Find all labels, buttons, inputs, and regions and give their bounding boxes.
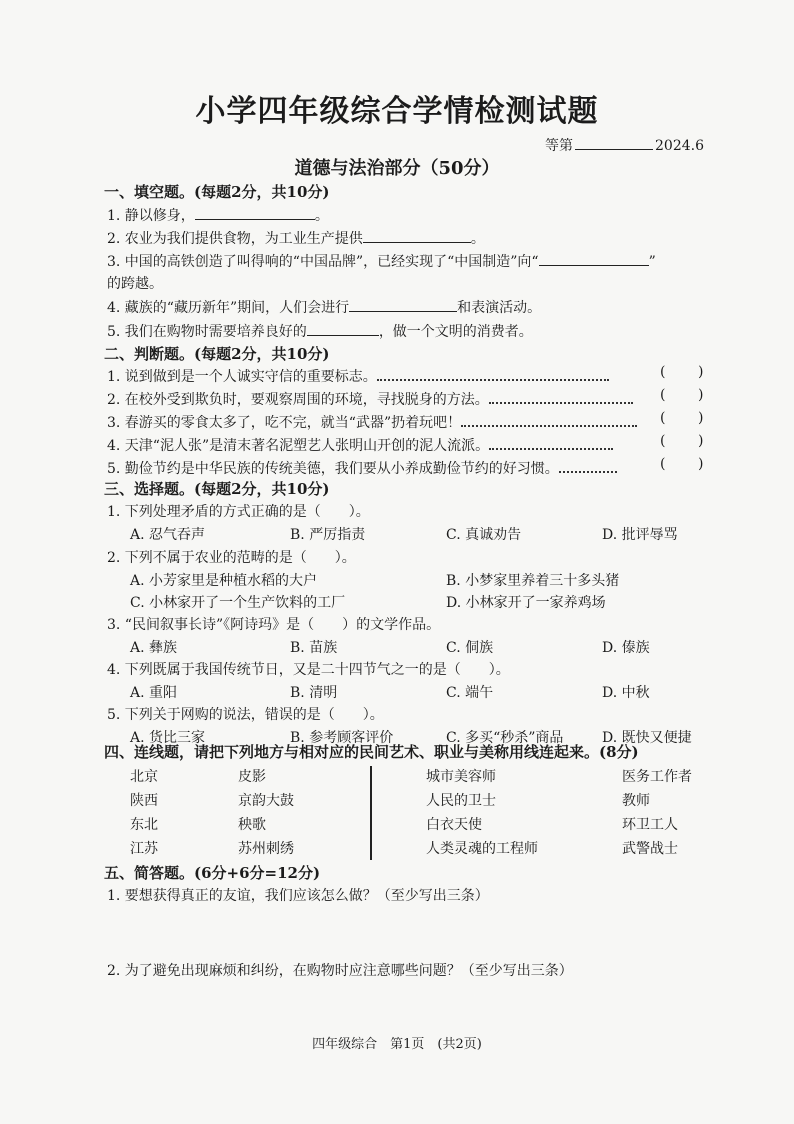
match-title[interactable]: 环卫工人	[622, 817, 678, 833]
grade-label: 等第	[545, 138, 573, 154]
answer-blank[interactable]	[539, 253, 649, 266]
choice-question-5: 5. 下列关于网购的说法，错误的是（ ）。	[107, 707, 384, 723]
section3-heading: 三、选择题。(每题2分，共10分)	[104, 480, 330, 498]
fill-question-3-cont: 的跨越。	[107, 276, 163, 292]
answer-blank[interactable]	[307, 323, 379, 336]
section2-heading: 二、判断题。(每题2分，共10分)	[104, 345, 330, 363]
fill-question-3	[107, 251, 656, 271]
answer-paren-close: )	[698, 364, 704, 380]
match-art[interactable]: 皮影	[238, 769, 266, 785]
section1-heading: 一、填空题。(每题2分，共10分)	[104, 183, 330, 201]
leader-dots	[489, 438, 613, 450]
judge-question-4	[107, 435, 613, 455]
match-place[interactable]: 江苏	[130, 841, 158, 857]
section-subtitle: 道德与法治部分（50分）	[294, 158, 500, 179]
question-text: 1. 静以修身，	[107, 208, 195, 224]
fill-question-4	[107, 297, 541, 317]
answer-blank[interactable]	[349, 299, 457, 312]
option-d[interactable]: D. 中秋	[602, 685, 650, 701]
match-title[interactable]: 武警战士	[622, 841, 678, 857]
choice-question-2: 2. 下列不属于农业的范畴的是（ ）。	[107, 550, 356, 566]
choice-question-4: 4. 下列既属于我国传统节日，又是二十四节气之一的是（ ）。	[107, 662, 510, 678]
match-job[interactable]: 人民的卫士	[426, 793, 496, 809]
question-text: 3. 春游买的零食太多了，吃不完，就当“武器”扔着玩吧！	[107, 415, 462, 431]
section5-heading: 五、简答题。(6分+6分=12分)	[104, 864, 321, 882]
option-b[interactable]: B. 小梦家里养着三十多头猪	[446, 573, 620, 589]
match-art[interactable]: 苏州刺绣	[238, 841, 294, 857]
column-divider	[370, 766, 372, 860]
grade-blank[interactable]	[575, 137, 653, 150]
answer-blank[interactable]	[195, 207, 315, 220]
question-text-end: 。	[314, 208, 329, 224]
option-a[interactable]: A. 货比三家	[130, 730, 206, 746]
question-text: 5. 我们在购物时需要培养良好的	[107, 324, 307, 340]
answer-paren-close: )	[698, 410, 704, 426]
question-text: 3. 中国的高铁创造了叫得响的“中国品牌”，已经实现了“中国制造”向“	[107, 254, 539, 270]
question-text-end: 和表演活动。	[457, 300, 542, 316]
answer-paren-open[interactable]: (	[660, 364, 666, 380]
answer-paren-close: )	[698, 433, 704, 449]
option-d[interactable]: D. 傣族	[602, 640, 650, 656]
match-place[interactable]: 东北	[130, 817, 158, 833]
leader-dots	[559, 461, 617, 473]
answer-paren-open[interactable]: (	[660, 433, 666, 449]
option-c[interactable]: C. 小林家开了一个生产饮料的工厂	[130, 595, 346, 611]
match-job[interactable]: 人类灵魂的工程师	[426, 841, 538, 857]
choice-question-1: 1. 下列处理矛盾的方式正确的是（ ）。	[107, 504, 370, 520]
question-text-end: 。	[470, 231, 485, 247]
short-answer-question-1: 1. 要想获得真正的友谊，我们应该怎么做？（至少写出三条）	[107, 888, 489, 904]
answer-area-1[interactable]	[107, 905, 697, 953]
match-title[interactable]: 教师	[622, 793, 650, 809]
leader-dots	[489, 392, 633, 404]
option-a[interactable]: A. 彝族	[130, 640, 178, 656]
option-c[interactable]: C. 多买“秒杀”商品	[446, 730, 564, 746]
question-text: 1. 说到做到是一个人诚实守信的重要标志。	[107, 369, 377, 385]
match-art[interactable]: 秧歌	[238, 817, 266, 833]
answer-blank[interactable]	[363, 230, 471, 243]
fill-question-1	[107, 205, 329, 225]
exam-date: 2024.6	[655, 138, 704, 154]
judge-question-3	[107, 412, 637, 432]
section4-heading: 四、连线题，请把下列地方与相对应的民间艺术、职业与美称用线连起来。(8分)	[104, 743, 639, 761]
option-d[interactable]: D. 小林家开了一家养鸡场	[446, 595, 606, 611]
option-b[interactable]: B. 苗族	[290, 640, 338, 656]
question-text: 2. 在校外受到欺负时，要观察周围的环境，寻找脱身的方法。	[107, 392, 489, 408]
option-a[interactable]: A. 重阳	[130, 685, 178, 701]
judge-question-5	[107, 458, 617, 478]
option-c[interactable]: C. 真诚劝告	[446, 527, 522, 543]
short-answer-question-2: 2. 为了避免出现麻烦和纠纷，在购物时应注意哪些问题？（至少写出三条）	[107, 963, 573, 979]
match-title[interactable]: 医务工作者	[622, 769, 692, 785]
answer-paren-open[interactable]: (	[660, 456, 666, 472]
leader-dots	[461, 415, 637, 427]
match-place[interactable]: 陕西	[130, 793, 158, 809]
match-job[interactable]: 白衣天使	[426, 817, 482, 833]
option-d[interactable]: D. 既快又便捷	[602, 730, 692, 746]
question-text: 4. 天津“泥人张”是清末著名泥塑艺人张明山开创的泥人流派。	[107, 438, 490, 454]
option-a[interactable]: A. 忍气吞声	[130, 527, 206, 543]
question-text: 2. 农业为我们提供食物，为工业生产提供	[107, 231, 363, 247]
choice-question-3: 3. “民间叙事长诗”《阿诗玛》是（ ）的文学作品。	[107, 617, 441, 633]
judge-question-1	[107, 366, 609, 386]
answer-paren-close: )	[698, 456, 704, 472]
option-b[interactable]: B. 参考顾客评价	[290, 730, 394, 746]
answer-paren-open[interactable]: (	[660, 387, 666, 403]
option-b[interactable]: B. 严厉指责	[290, 527, 366, 543]
answer-paren-close: )	[698, 387, 704, 403]
page-footer: 四年级综合 第1页 (共2页)	[312, 1037, 482, 1052]
option-d[interactable]: D. 批评辱骂	[602, 527, 678, 543]
answer-paren-open[interactable]: (	[660, 410, 666, 426]
match-place[interactable]: 北京	[130, 769, 158, 785]
question-text: 4. 藏族的“藏历新年”期间，人们会进行	[107, 300, 350, 316]
leader-dots	[377, 369, 609, 381]
option-b[interactable]: B. 清明	[290, 685, 338, 701]
fill-question-5	[107, 321, 533, 341]
page-title: 小学四年级综合学情检测试题	[195, 94, 599, 129]
grade-field	[545, 135, 704, 155]
match-job[interactable]: 城市美容师	[426, 769, 496, 785]
question-text-end: ，做一个文明的消费者。	[378, 324, 533, 340]
match-art[interactable]: 京韵大鼓	[238, 793, 294, 809]
fill-question-2	[107, 228, 485, 248]
question-text: 5. 勤俭节约是中华民族的传统美德，我们要从小养成勤俭节约的好习惯。	[107, 461, 559, 477]
option-c[interactable]: C. 端午	[446, 685, 494, 701]
answer-area-2[interactable]	[107, 982, 697, 1026]
question-text-end: ”	[648, 254, 656, 270]
option-c[interactable]: C. 侗族	[446, 640, 494, 656]
option-a[interactable]: A. 小芳家里是种植水稻的大户	[130, 573, 318, 589]
judge-question-2	[107, 389, 633, 409]
